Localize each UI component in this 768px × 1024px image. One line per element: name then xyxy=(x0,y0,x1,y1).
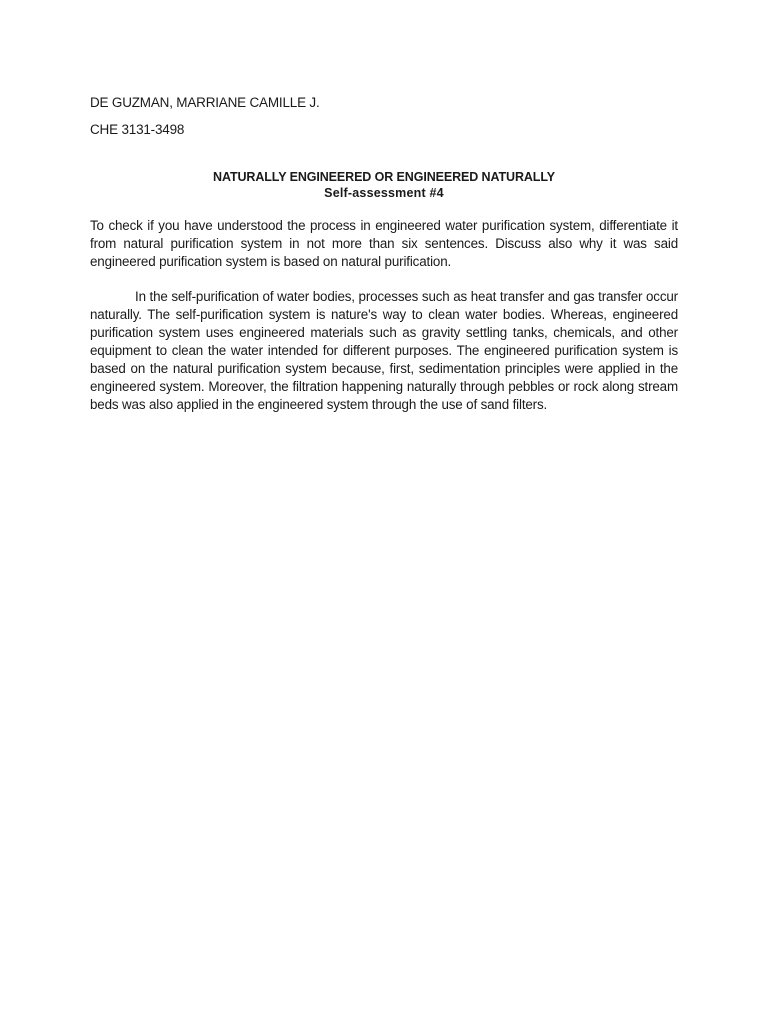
question-prompt: To check if you have understood the process in engineered water purification system, differentiate it from natural purification system in not more than six sentences. Discuss also why it was said engineered purification system is based on natural purification. xyxy=(90,218,678,269)
student-name: DE GUZMAN, MARRIANE CAMILLE J. xyxy=(90,95,320,110)
document-content xyxy=(90,94,678,427)
document-title: NATURALLY ENGINEERED OR ENGINEERED NATURALLY xyxy=(213,170,555,184)
course-section: CHE 3131-3498 xyxy=(90,122,185,137)
title-block xyxy=(90,169,678,201)
answer-paragraph: In the self-purification of water bodies, processes such as heat transfer and gas transfer occur naturally. The self-purification system is nature's way to clean water bodies. Whereas, engineered purification system uses engineered materials such as gravity settling tanks, chemicals, and other equipment to clean the water intended for different purposes. The engineered purification system is based on the natural purification system because, first, sedimentation principles were applied in the engineered system. Moreover, the filtration happening naturally through pebbles or rock along stream beds was also applied in the engineered system through the use of sand filters. xyxy=(90,289,678,412)
document-subtitle: Self-assessment #4 xyxy=(324,186,444,200)
